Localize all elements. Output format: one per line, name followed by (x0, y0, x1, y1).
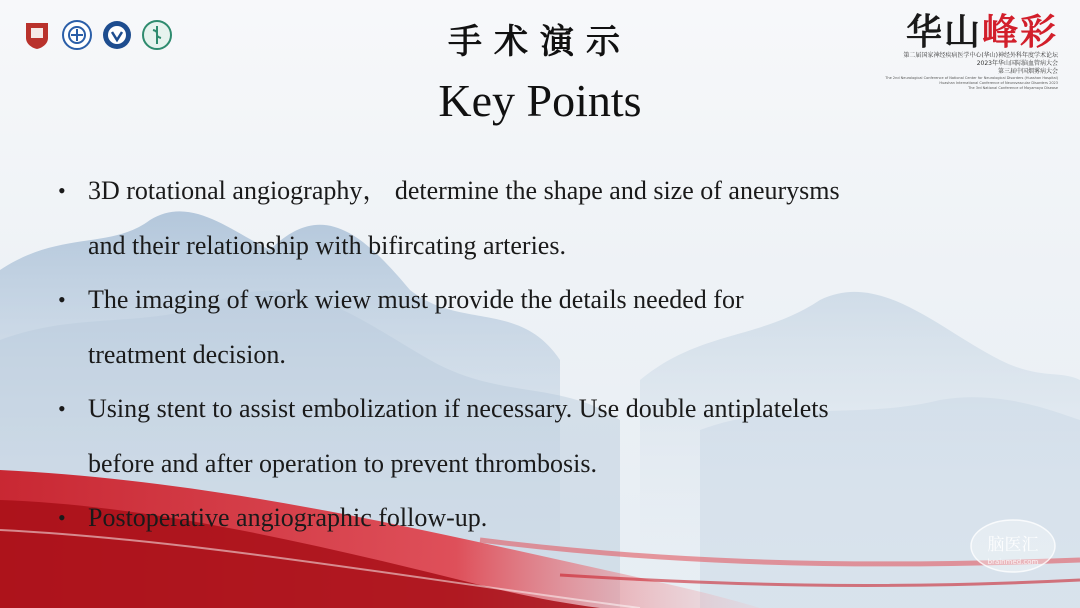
bullet-line: and their relationship with bifircating arteries. (88, 230, 566, 260)
bullet-marker: • (58, 505, 66, 530)
key-points-list (56, 164, 1016, 546)
bullet-line: The imaging of work wiew must provide the details needed for (88, 285, 744, 314)
bullet-line: treatment decision. (88, 339, 286, 369)
slide-title-chinese: 手术演示 (448, 22, 632, 62)
bullet-item (56, 491, 1016, 546)
brainmed-watermark (968, 518, 1058, 578)
conference-subline: The 3rd National Conference of Moyamoya Disease (968, 86, 1058, 90)
bullet-line: before and after operation to prevent thrombosis. (88, 448, 597, 478)
conference-subline: The 2nd Neurological Conference of National Center for Neurological Disorders (Huashan Hospital) (885, 76, 1058, 80)
conference-line: 2023年华山国际脑血管病大会 (976, 60, 1058, 67)
bullet-line: 3D rotational angiography， determine the shape and size of aneurysms (88, 176, 840, 205)
conference-brand (868, 12, 1058, 91)
conference-line: 第三届中国烟雾病大会 (997, 68, 1058, 75)
bullet-marker: • (58, 396, 66, 421)
conference-subline: Huashan International Conference of Neurovascular Disorders 2023 (939, 81, 1058, 85)
bullet-item (56, 273, 1016, 382)
watermark-text-en: brainmed.com (987, 558, 1039, 566)
bullet-item (56, 382, 1016, 491)
watermark-text-cn: 脑医汇 (987, 535, 1039, 555)
slide-title: Key Points (438, 75, 642, 126)
bullet-item (56, 164, 1016, 273)
bullet-line: Using stent to assist embolization if necessary. Use double antiplatelets (88, 394, 829, 423)
bullet-marker: • (58, 178, 66, 203)
conference-logo (868, 12, 1058, 52)
conference-logo-part1: 华山 (905, 11, 982, 53)
conference-logo-part2: 峰彩 (981, 11, 1058, 53)
bullet-line: Postoperative angiographic follow-up. (88, 503, 488, 532)
conference-line: 第二届国家神经疾病医学中心(华山)神经外科年度学术论坛 (903, 52, 1058, 59)
bullet-marker: • (58, 287, 66, 312)
